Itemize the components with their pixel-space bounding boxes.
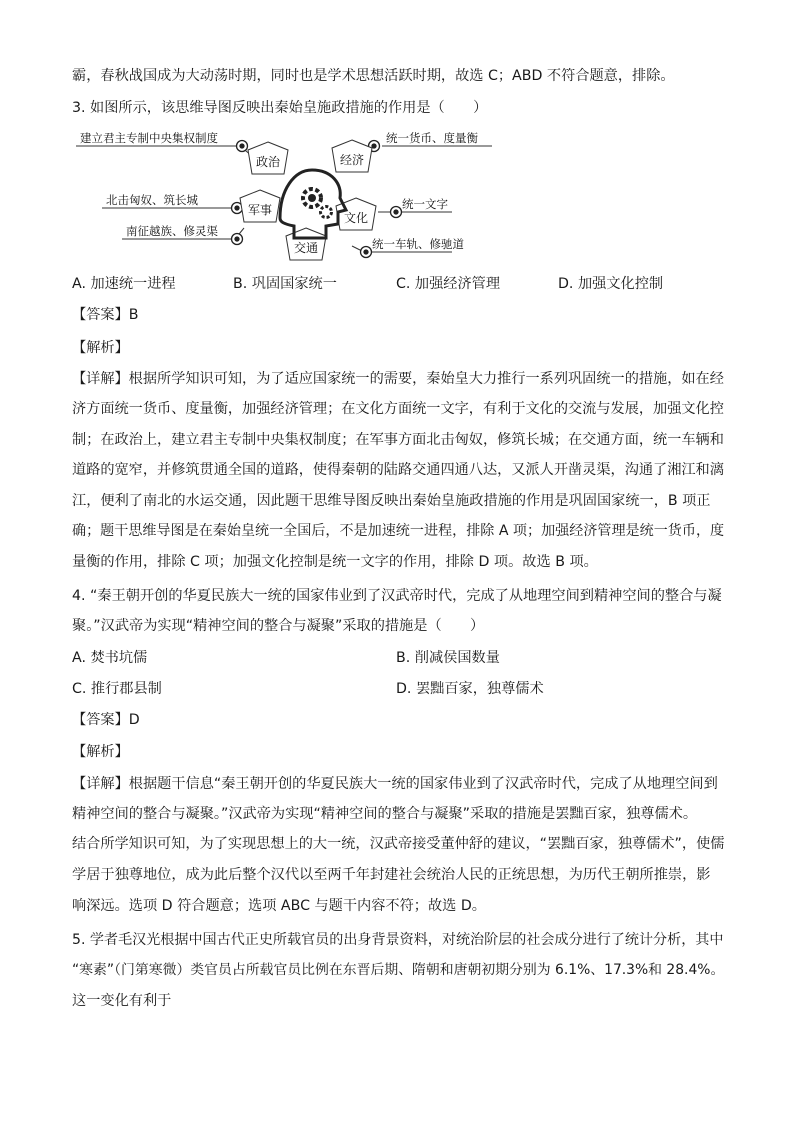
q3-detail-line: 济方面统一货币、度量衡，加强经济管理；在文化方面统一文字，有利于文化的交流与发展，加强文化控 bbox=[72, 401, 724, 417]
q3-answer: 【答案】B bbox=[72, 307, 139, 323]
q3-stem: 3. 如图所示，该思维导图反映出秦始皇施政措施的作用是（ ） bbox=[72, 100, 488, 116]
military-branch-label-1: 北击匈奴、筑长城 bbox=[106, 193, 198, 207]
q3-option-d: D. 加强文化控制 bbox=[558, 276, 664, 292]
q4-option-c: C. 推行郡县制 bbox=[72, 681, 162, 697]
transport-branch-label: 统一车轨、修驰道 bbox=[372, 237, 464, 251]
q4-answer: 【答案】D bbox=[72, 712, 140, 728]
q5-stem-line: 这一变化有利于 bbox=[72, 993, 172, 1009]
military-node-label: 军事 bbox=[247, 203, 273, 217]
q4-analysis-label: 【解析】 bbox=[72, 744, 129, 760]
politics-node-label: 政治 bbox=[255, 155, 281, 169]
q4-detail-line: 学居于独尊地位，成为此后整个汉代以至两千年封建社会统治人民的正统思想，为历代王朝所推崇，影 bbox=[72, 867, 711, 883]
military-branch-label-2: 南征越族、修灵渠 bbox=[126, 224, 218, 238]
q4-detail-line: 结合所学知识可知，为了实现思想上的大一统，汉武帝接受董仲舒的建议，“罢黜百家，独尊儒术”，使儒 bbox=[72, 836, 725, 852]
q3-detail-line: 江，便利了南北的水运交通，因此题干思维导图反映出秦始皇施政措施的作用是巩固国家统一，B 项正 bbox=[72, 493, 711, 509]
gear-icon bbox=[232, 234, 243, 245]
q4-detail-line: 响深远。选项 D 符合题意；选项 ABC 与题干内容不符；故选 D。 bbox=[72, 898, 486, 914]
q3-detail-line: 【详解】根据所学知识可知，为了适应国家统一的需要，秦始皇大力推行一系列巩固统一的措施，如在经 bbox=[72, 371, 724, 387]
culture-branch-label: 统一文字 bbox=[402, 197, 448, 211]
economy-node-label: 经济 bbox=[339, 153, 365, 167]
q4-option-a: A. 焚书坑儒 bbox=[72, 650, 148, 666]
q3-option-b: B. 巩固国家统一 bbox=[233, 276, 337, 292]
q3-analysis-label: 【解析】 bbox=[72, 340, 129, 356]
head-gear-icon bbox=[280, 170, 346, 238]
q4-stem-line: 聚。”汉武帝为实现“精神空间的整合与凝聚”采取的措施是（ ） bbox=[72, 618, 485, 634]
q3-detail-line: 确；题干思维导图是在秦始皇统一全国后，不是加速统一进程，排除 A 项；加强经济管理是统一货币，度 bbox=[72, 523, 725, 539]
economy-branch-label: 统一货币、度量衡 bbox=[386, 131, 478, 145]
gear-icon bbox=[237, 141, 248, 152]
gear-icon bbox=[391, 207, 402, 218]
gear-icon bbox=[361, 247, 372, 258]
q4-stem-line: 4. “秦王朝开创的华夏民族大一统的国家伟业到了汉武帝时代，完成了从地理空间到精神空间的整合与凝 bbox=[72, 588, 722, 604]
intro-line: 霸，春秋战国成为大动荡时期，同时也是学术思想活跃时期，故选 C；ABD 不符合题意，排除。 bbox=[72, 68, 675, 84]
q5-stem-line: 5. 学者毛汉光根据中国古代正史所载官员的出身背景资料，对统治阶层的社会成分进行了统计分析，其中 bbox=[72, 932, 724, 948]
q3-option-c: C. 加强经济管理 bbox=[396, 276, 501, 292]
mind-map-diagram bbox=[72, 126, 502, 261]
culture-node-label: 文化 bbox=[343, 211, 369, 225]
q4-option-d: D. 罢黜百家，独尊儒术 bbox=[396, 681, 544, 697]
q3-detail-line: 制；在政治上，建立君主专制中央集权制度；在军事方面北击匈奴，修筑长城；在交通方面，统一车辆和 bbox=[72, 432, 724, 448]
q3-option-a: A. 加速统一进程 bbox=[72, 276, 176, 292]
q4-option-b: B. 削减侯国数量 bbox=[396, 650, 500, 666]
q4-detail-line: 【详解】根据题干信息“秦王朝开创的华夏民族大一统的国家伟业到了汉武帝时代，完成了从地理空间到 bbox=[72, 776, 718, 792]
q3-detail-line: 道路的宽窄，并修筑贯通全国的道路，使得秦朝的陆路交通四通八达，又派人开凿灵渠，沟通了湘江和漓 bbox=[72, 462, 724, 478]
transport-node-label: 交通 bbox=[293, 241, 319, 255]
politics-branch-label: 建立君主专制中央集权制度 bbox=[80, 131, 218, 145]
q3-detail-line: 量衡的作用，排除 C 项；加强文化控制是统一文字的作用，排除 D 项。故选 B 项。 bbox=[72, 554, 598, 570]
q5-stem-line: “寒素”（门第寒微）类官员占所载官员比例在东晋后期、隋朝和唐朝初期分别为 6.1%、17.3%和 28.4%。 bbox=[72, 962, 725, 978]
q4-detail-line: 精神空间的整合与凝聚。”汉武帝为实现“精神空间的整合与凝聚”采取的措施是罢黜百家，独尊儒术。 bbox=[72, 806, 698, 822]
